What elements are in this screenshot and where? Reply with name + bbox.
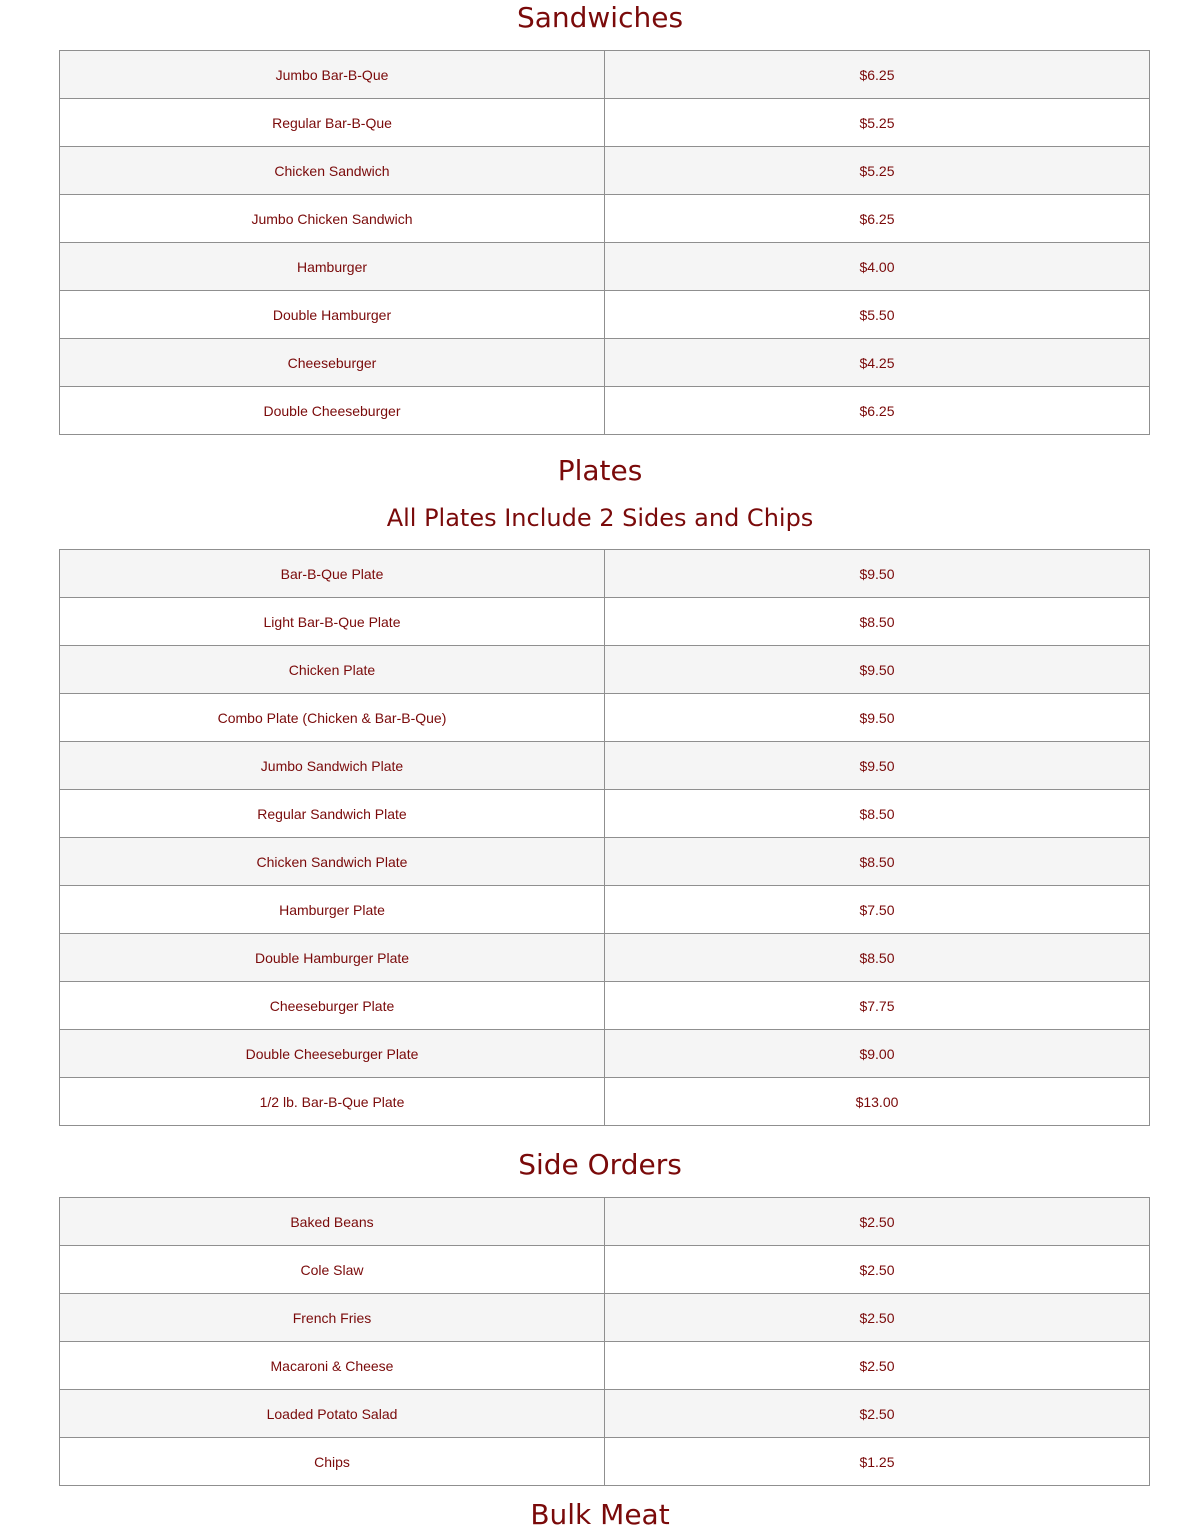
menu-row bbox=[60, 339, 1150, 387]
menu-item-name: Bar-B-Que Plate bbox=[60, 550, 605, 598]
menu-row bbox=[60, 838, 1150, 886]
menu-row bbox=[60, 646, 1150, 694]
menu-row bbox=[60, 934, 1150, 982]
menu-item-name: Double Cheeseburger bbox=[60, 387, 605, 435]
menu-item-price: $1.25 bbox=[605, 1438, 1150, 1486]
section-title-plates: Plates bbox=[557, 454, 643, 487]
menu-item-name: Macaroni & Cheese bbox=[60, 1342, 605, 1390]
menu-row bbox=[60, 243, 1150, 291]
menu-row bbox=[60, 1030, 1150, 1078]
menu-row bbox=[60, 1342, 1150, 1390]
menu-item-price: $2.50 bbox=[605, 1294, 1150, 1342]
menu-row bbox=[60, 886, 1150, 934]
menu-item-price: $2.50 bbox=[605, 1198, 1150, 1246]
menu-row bbox=[60, 1390, 1150, 1438]
menu-item-name: Regular Bar-B-Que bbox=[60, 99, 605, 147]
menu-item-price: $9.50 bbox=[605, 646, 1150, 694]
menu-item-price: $2.50 bbox=[605, 1246, 1150, 1294]
plates-menu-table bbox=[59, 549, 1150, 1126]
menu-item-price: $2.50 bbox=[605, 1390, 1150, 1438]
menu-row bbox=[60, 742, 1150, 790]
menu-row bbox=[60, 147, 1150, 195]
menu-item-price: $7.75 bbox=[605, 982, 1150, 1030]
menu-item-price: $8.50 bbox=[605, 934, 1150, 982]
menu-item-name: Loaded Potato Salad bbox=[60, 1390, 605, 1438]
menu-item-price: $6.25 bbox=[605, 195, 1150, 243]
menu-item-price: $9.50 bbox=[605, 694, 1150, 742]
menu-item-name: Cheeseburger bbox=[60, 339, 605, 387]
section-title-sandwiches: Sandwiches bbox=[516, 1, 684, 34]
menu-item-name: Baked Beans bbox=[60, 1198, 605, 1246]
menu-item-price: $6.25 bbox=[605, 387, 1150, 435]
menu-item-name: Chicken Sandwich bbox=[60, 147, 605, 195]
menu-item-name: Jumbo Sandwich Plate bbox=[60, 742, 605, 790]
menu-item-name: Jumbo Chicken Sandwich bbox=[60, 195, 605, 243]
menu-row bbox=[60, 99, 1150, 147]
menu-item-price: $5.50 bbox=[605, 291, 1150, 339]
section-subtitle-plates: All Plates Include 2 Sides and Chips bbox=[386, 504, 814, 532]
section-title-side-orders: Side Orders bbox=[518, 1148, 682, 1181]
menu-item-name: Cheeseburger Plate bbox=[60, 982, 605, 1030]
menu-item-price: $6.25 bbox=[605, 51, 1150, 99]
side-orders-menu-table bbox=[59, 1197, 1150, 1486]
menu-item-name: Chicken Plate bbox=[60, 646, 605, 694]
menu-row bbox=[60, 982, 1150, 1030]
menu-row bbox=[60, 598, 1150, 646]
menu-item-price: $9.50 bbox=[605, 550, 1150, 598]
menu-item-price: $9.50 bbox=[605, 742, 1150, 790]
menu-item-price: $4.25 bbox=[605, 339, 1150, 387]
menu-item-price: $9.00 bbox=[605, 1030, 1150, 1078]
menu-item-price: $7.50 bbox=[605, 886, 1150, 934]
menu-row bbox=[60, 387, 1150, 435]
menu-item-name: Hamburger Plate bbox=[60, 886, 605, 934]
menu-item-price: $5.25 bbox=[605, 147, 1150, 195]
menu-row bbox=[60, 291, 1150, 339]
menu-item-name: Combo Plate (Chicken & Bar-B-Que) bbox=[60, 694, 605, 742]
menu-row bbox=[60, 550, 1150, 598]
menu-item-price: $8.50 bbox=[605, 838, 1150, 886]
menu-row bbox=[60, 1078, 1150, 1126]
menu-row bbox=[60, 1198, 1150, 1246]
menu-item-price: $8.50 bbox=[605, 790, 1150, 838]
menu-item-price: $4.00 bbox=[605, 243, 1150, 291]
menu-item-price: $2.50 bbox=[605, 1342, 1150, 1390]
menu-item-price: $5.25 bbox=[605, 99, 1150, 147]
menu-item-name: Hamburger bbox=[60, 243, 605, 291]
menu-row bbox=[60, 790, 1150, 838]
menu-item-name: French Fries bbox=[60, 1294, 605, 1342]
menu-row bbox=[60, 1438, 1150, 1486]
menu-item-name: Double Hamburger Plate bbox=[60, 934, 605, 982]
menu-row bbox=[60, 195, 1150, 243]
menu-row bbox=[60, 51, 1150, 99]
menu-row bbox=[60, 1246, 1150, 1294]
menu-item-price: $8.50 bbox=[605, 598, 1150, 646]
menu-item-name: Double Cheeseburger Plate bbox=[60, 1030, 605, 1078]
menu-item-name: Regular Sandwich Plate bbox=[60, 790, 605, 838]
menu-item-name: Light Bar-B-Que Plate bbox=[60, 598, 605, 646]
menu-item-name: Cole Slaw bbox=[60, 1246, 605, 1294]
sandwiches-menu-table bbox=[59, 50, 1150, 435]
menu-item-name: Chips bbox=[60, 1438, 605, 1486]
menu-item-name: Jumbo Bar-B-Que bbox=[60, 51, 605, 99]
menu-item-name: Chicken Sandwich Plate bbox=[60, 838, 605, 886]
menu-item-name: Double Hamburger bbox=[60, 291, 605, 339]
section-title-bulk-meat: Bulk Meat bbox=[530, 1498, 670, 1531]
menu-item-price: $13.00 bbox=[605, 1078, 1150, 1126]
menu-row bbox=[60, 694, 1150, 742]
menu-row bbox=[60, 1294, 1150, 1342]
menu-item-name: 1/2 lb. Bar-B-Que Plate bbox=[60, 1078, 605, 1126]
